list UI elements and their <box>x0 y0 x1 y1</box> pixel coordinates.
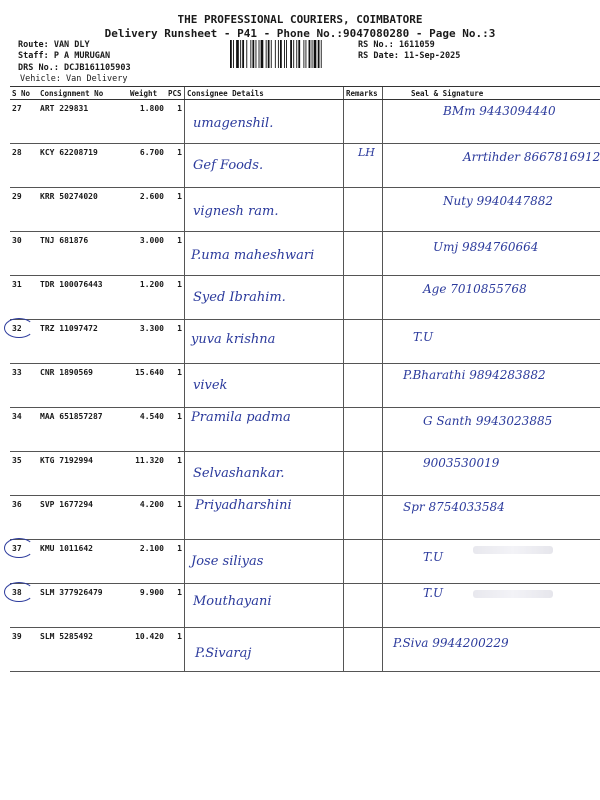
table-row <box>10 628 600 672</box>
row-weight: 1.200 <box>128 276 166 320</box>
row-pcs: 1 <box>166 100 185 144</box>
table-row <box>10 276 600 320</box>
row-sno: 35 <box>10 452 38 496</box>
handwritten-signature: BMm 9443094440 <box>443 104 556 118</box>
table-row <box>10 540 600 584</box>
handwritten-remark: LH <box>358 146 375 159</box>
row-consignment-no: TNJ 681876 <box>38 232 128 276</box>
row-consignment-no: ART 229831 <box>38 100 128 144</box>
row-weight: 9.900 <box>128 584 166 628</box>
row-seal-signature <box>383 364 600 408</box>
row-seal-signature <box>383 452 600 496</box>
rs-number: RS No.: 1611059 <box>358 40 435 50</box>
row-consignment-no: TDR 100076443 <box>38 276 128 320</box>
vehicle-label: Vehicle: Van Delivery <box>20 74 128 84</box>
row-weight: 1.800 <box>128 100 166 144</box>
row-weight: 11.320 <box>128 452 166 496</box>
row-remarks <box>344 364 383 408</box>
table-row <box>10 452 600 496</box>
row-consignee-details <box>185 584 344 628</box>
company-name: THE PROFESSIONAL COURIERS, COIMBATORE <box>177 13 423 26</box>
handwritten-signature: Spr 8754033584 <box>403 500 505 514</box>
redacted-stamp <box>473 546 553 554</box>
row-weight: 2.100 <box>128 540 166 584</box>
col-weight: Weight <box>128 87 166 100</box>
row-seal-signature <box>383 408 600 452</box>
col-pcs: PCS <box>166 87 185 100</box>
row-sno: 28 <box>10 144 38 188</box>
row-consignment-no: KCY 62208719 <box>38 144 128 188</box>
row-seal-signature <box>383 276 600 320</box>
table-row <box>10 584 600 628</box>
col-consignment: Consignment No <box>38 87 128 100</box>
row-consignee-details <box>185 100 344 144</box>
handwritten-signature: P.Siva 9944200229 <box>393 636 509 650</box>
col-consignee: Consignee Details <box>185 87 344 100</box>
handwritten-signature: G Santh 9943023885 <box>423 414 553 428</box>
row-consignee-details <box>185 232 344 276</box>
row-remarks <box>344 320 383 364</box>
handwritten-consignee: Gef Foods. <box>193 158 264 173</box>
row-remarks <box>344 628 383 672</box>
route-label: Route: VAN DLY <box>18 40 90 50</box>
row-pcs: 1 <box>166 496 185 540</box>
row-seal-signature <box>383 188 600 232</box>
row-consignee-details <box>185 408 344 452</box>
row-weight: 3.300 <box>128 320 166 364</box>
handwritten-signature: T.U <box>423 550 444 564</box>
row-seal-signature <box>383 144 600 188</box>
handwritten-consignee: yuva krishna <box>191 332 276 347</box>
row-remarks <box>344 276 383 320</box>
row-remarks <box>344 540 383 584</box>
rs-date: RS Date: 11-Sep-2025 <box>358 51 461 61</box>
row-consignee-details <box>185 452 344 496</box>
row-consignee-details <box>185 364 344 408</box>
col-sno: S No <box>10 87 38 100</box>
row-consignee-details <box>185 628 344 672</box>
row-consignment-no: TRZ 11097472 <box>38 320 128 364</box>
handwritten-signature: Nuty 9940447882 <box>443 194 553 208</box>
row-consignment-no: MAA 651857287 <box>38 408 128 452</box>
handwritten-signature: Umj 9894760664 <box>433 240 539 254</box>
table-row <box>10 100 600 144</box>
row-sno: 32 <box>10 320 38 364</box>
handwritten-consignee: Pramila padma <box>191 410 291 425</box>
pen-circle-mark <box>4 582 34 602</box>
row-weight: 4.200 <box>128 496 166 540</box>
row-weight: 2.600 <box>128 188 166 232</box>
row-sno: 29 <box>10 188 38 232</box>
row-sno: 31 <box>10 276 38 320</box>
row-weight: 15.640 <box>128 364 166 408</box>
row-consignment-no: CNR 1890569 <box>38 364 128 408</box>
row-sno: 37 <box>10 540 38 584</box>
row-consignee-details <box>185 188 344 232</box>
handwritten-consignee: Selvashankar. <box>193 466 285 481</box>
row-sno: 39 <box>10 628 38 672</box>
row-sno: 34 <box>10 408 38 452</box>
row-pcs: 1 <box>166 584 185 628</box>
row-weight: 10.420 <box>128 628 166 672</box>
barcode-image <box>230 40 352 68</box>
row-weight: 6.700 <box>128 144 166 188</box>
row-remarks <box>344 188 383 232</box>
runsheet-title: Delivery Runsheet - P41 - Phone No.:9047080280 - Page No.:3 <box>104 27 496 40</box>
row-consignment-no: KMU 1011642 <box>38 540 128 584</box>
drs-number: DRS No.: DCJB161105903 <box>18 63 131 73</box>
handwritten-signature: 9003530019 <box>423 456 500 470</box>
row-remarks <box>344 100 383 144</box>
row-consignment-no: KRR 50274020 <box>38 188 128 232</box>
table-row <box>10 320 600 364</box>
row-seal-signature <box>383 584 600 628</box>
table-row <box>10 232 600 276</box>
row-consignment-no: SVP 1677294 <box>38 496 128 540</box>
row-seal-signature <box>383 320 600 364</box>
table-header-row <box>10 87 600 100</box>
row-seal-signature <box>383 540 600 584</box>
handwritten-signature: T.U <box>423 586 444 600</box>
redacted-stamp <box>473 590 553 598</box>
row-remarks <box>344 144 383 188</box>
table-row <box>10 364 600 408</box>
row-pcs: 1 <box>166 188 185 232</box>
row-seal-signature <box>383 100 600 144</box>
handwritten-signature: T.U <box>413 330 434 344</box>
handwritten-consignee: Priyadharshini <box>195 498 292 513</box>
table-row <box>10 496 600 540</box>
col-remarks: Remarks <box>344 87 383 100</box>
row-consignee-details <box>185 144 344 188</box>
row-sno: 27 <box>10 100 38 144</box>
col-seal-signature: Seal & Signature <box>383 87 600 100</box>
handwritten-signature: Age 7010855768 <box>423 282 527 296</box>
row-remarks <box>344 584 383 628</box>
row-consignee-details <box>185 496 344 540</box>
row-consignment-no: SLM 5285492 <box>38 628 128 672</box>
row-consignee-details <box>185 540 344 584</box>
handwritten-consignee: Jose siliyas <box>191 554 264 569</box>
row-sno: 38 <box>10 584 38 628</box>
row-remarks <box>344 232 383 276</box>
row-pcs: 1 <box>166 540 185 584</box>
row-pcs: 1 <box>166 364 185 408</box>
runsheet-table <box>10 86 600 672</box>
row-consignee-details <box>185 276 344 320</box>
handwritten-consignee: umagenshil. <box>193 116 274 131</box>
table-row <box>10 408 600 452</box>
row-consignment-no: KTG 7192994 <box>38 452 128 496</box>
row-seal-signature <box>383 496 600 540</box>
table-row <box>10 144 600 188</box>
staff-label: Staff: P A MURUGAN <box>18 51 111 61</box>
handwritten-signature: Arrtihder 8667816912 <box>463 150 600 164</box>
row-remarks <box>344 452 383 496</box>
pen-circle-mark <box>4 318 34 338</box>
row-pcs: 1 <box>166 408 185 452</box>
row-sno: 30 <box>10 232 38 276</box>
handwritten-signature: P.Bharathi 9894283882 <box>403 368 546 382</box>
row-consignee-details <box>185 320 344 364</box>
row-consignment-no: SLM 377926479 <box>38 584 128 628</box>
row-pcs: 1 <box>166 276 185 320</box>
row-seal-signature <box>383 232 600 276</box>
row-pcs: 1 <box>166 452 185 496</box>
row-sno: 33 <box>10 364 38 408</box>
handwritten-consignee: P.Sivaraj <box>195 646 252 661</box>
row-pcs: 1 <box>166 628 185 672</box>
handwritten-consignee: Mouthayani <box>193 594 272 609</box>
handwritten-consignee: Syed Ibrahim. <box>193 290 286 305</box>
pen-circle-mark <box>4 538 34 558</box>
row-pcs: 1 <box>166 320 185 364</box>
row-remarks <box>344 496 383 540</box>
row-sno: 36 <box>10 496 38 540</box>
row-weight: 3.000 <box>128 232 166 276</box>
row-pcs: 1 <box>166 232 185 276</box>
row-seal-signature <box>383 628 600 672</box>
handwritten-consignee: vivek <box>193 378 228 393</box>
row-weight: 4.540 <box>128 408 166 452</box>
row-pcs: 1 <box>166 144 185 188</box>
table-row <box>10 188 600 232</box>
handwritten-consignee: vignesh ram. <box>193 204 279 219</box>
row-remarks <box>344 408 383 452</box>
handwritten-consignee: P.uma maheshwari <box>191 248 315 263</box>
